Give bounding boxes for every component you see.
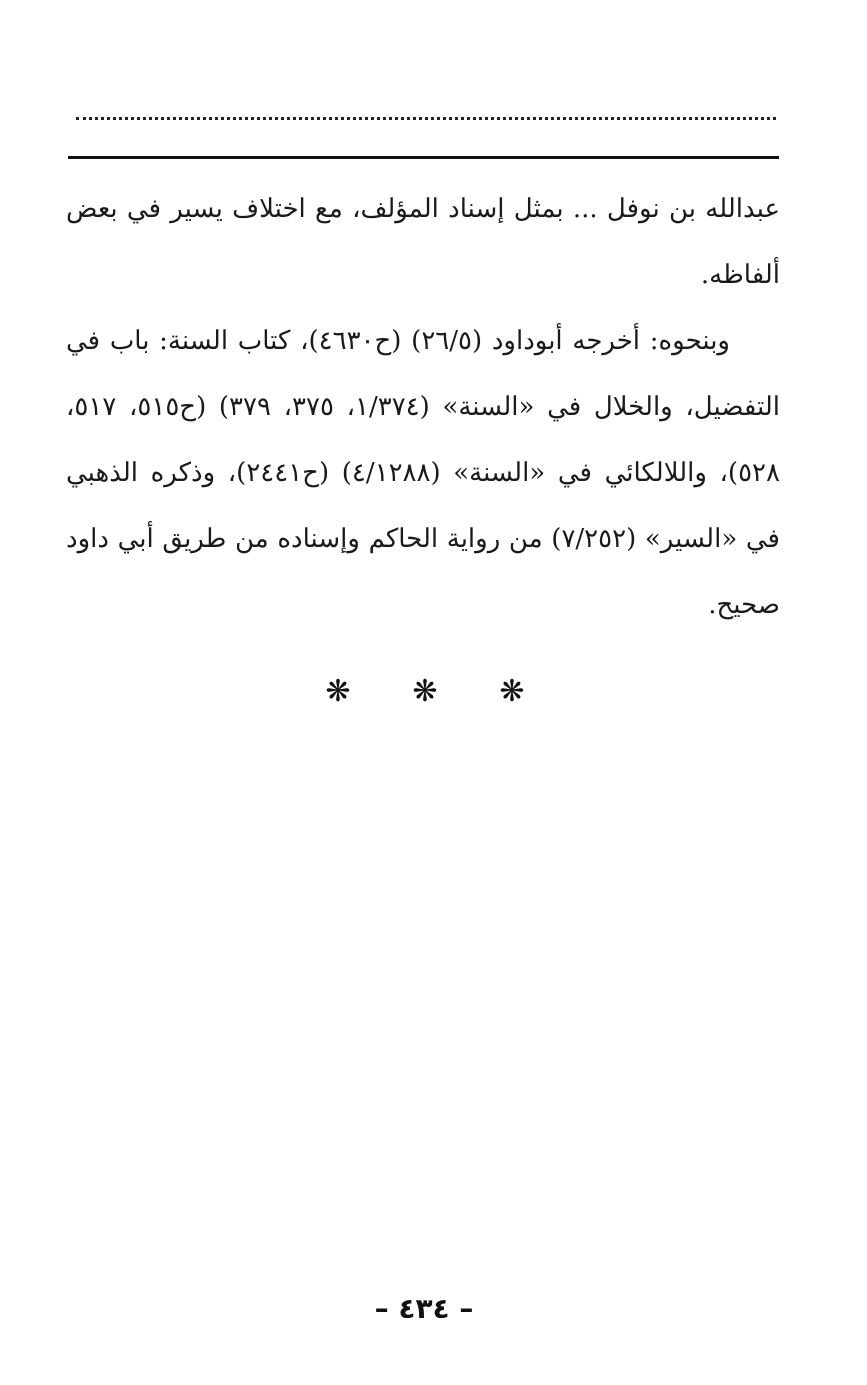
footnote-separator-line — [68, 156, 779, 159]
asterism-icon: ❋ — [325, 674, 351, 709]
dotted-separator-line — [76, 117, 776, 120]
footnote-paragraph-1: عبدالله بن نوفل ... بمثل إسناد المؤلف، مع اختلاف يسير في بعض ألفاظه. — [66, 194, 780, 290]
page-number: – ٤٣٤ – — [374, 1292, 474, 1325]
asterism-icon: ❋ — [499, 674, 525, 709]
section-divider-stars — [320, 672, 530, 712]
footnote-block — [66, 176, 780, 638]
asterism-icon: ❋ — [412, 674, 438, 709]
footnote-paragraph-2: وبنحوه: أخرجه أبوداود (٢٦/٥) (ح٤٦٣٠)، كتاب السنة: باب في التفضيل، والخلال في «السنة» (١/٣٧٤، ٣٧٥، ٣٧٩) (ح٥١٥، ٥١٧، ٥٢٨)، واللالكائي في «السنة» (٤/١٢٨٨) (ح٢٤٤١)، وذكره الذهبي في «السير» (٧/٢٥٢) من رواية الحاكم وإسناده من طريق أبي داود صحيح. — [66, 326, 781, 620]
